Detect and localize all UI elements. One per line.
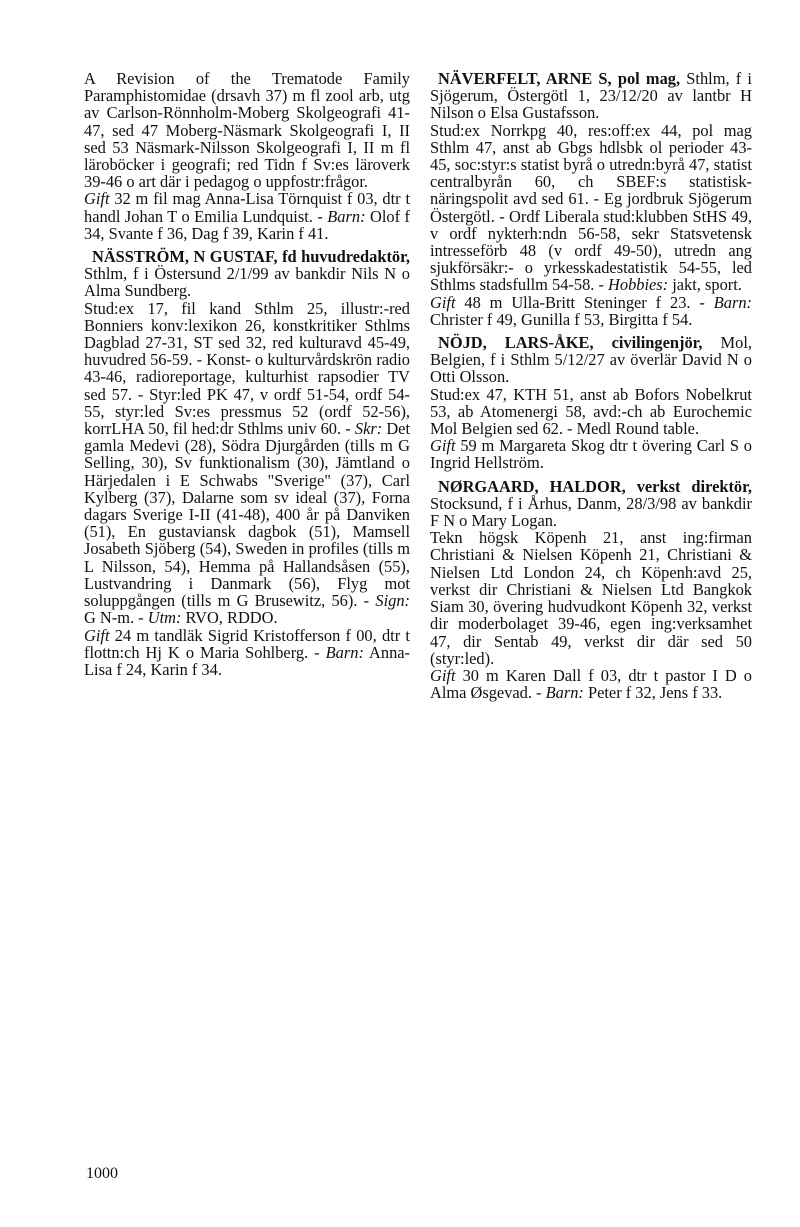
page-number: 1000 (86, 1165, 118, 1182)
barn-text: Christer f 49, Gunilla f 53, Birgitta f 54. (430, 309, 693, 329)
gift-label: Gift (84, 625, 110, 645)
entry-heading (430, 478, 752, 530)
entry-family (430, 667, 752, 701)
skr-label: Skr: (354, 419, 383, 439)
entry-name: NÄSSTRÖM, N GUSTAF, fd huvudredaktör, (92, 247, 410, 267)
gift-text: 30 m Karen Dall f 03, dtr t pastor I D o Alma Øsgevad. - (430, 665, 752, 703)
entry-career: Tekn högsk Köpenh 21, anst ing:firman Christiani & Nielsen Köpenh 21, Christiani & Nielsen Ltd London 24, ch Köpenh:avd 25, verkst dir Christiani & Nielsen Ltd Bangkok Siam 30, övering hudvudkont Köpenh 32, verkst dir moderbolaget 39-46, egen ing:verksamhet 47, dir Sentab 49, verkst dir där sed 50 (styr:led). (430, 528, 752, 668)
career-text: Stud:ex 17, fil kand Sthlm 25, illustr:-red Bonniers konv:lexikon 26, konstkritiker Sthlms Dagblad 27-31, ST sed 32, red kulturavd 45-49, huvudred 56-59. - Konst- o kulturvårdskrön radio 43-46, radioreportage, kulturhist rapsodier TV sed 57. - Styr:led PK 47, v ordf 51-54, ordf 54-55, styr:led Sv:es pressmus 52 (ordf 52-56), korrLHA 50, fil hed:dr Sthlms univ 60. - (84, 298, 410, 439)
entry-family (430, 437, 752, 471)
entry-heading (430, 334, 752, 386)
gift-label: Gift (430, 292, 456, 312)
hobbies-text: jakt, sport. (668, 275, 742, 295)
right-column (430, 70, 752, 707)
barn-label: Barn: (327, 206, 366, 226)
entry-career (84, 300, 410, 627)
continuation-family (84, 190, 410, 242)
entry-naverfelt (430, 70, 752, 328)
gift-text: 32 m fil mag Anna-Lisa Törnquist f 03, dtr t handl Johan T o Emilia Lundquist. - (84, 189, 410, 226)
gift-label: Gift (430, 436, 456, 456)
entry-family (84, 627, 410, 679)
career-text: Stud:ex Norrkpg 40, res:off:ex 44, pol mag Sthlm 47, anst ab Gbgs hdlsbk ol perioder 43-45, soc:styr:s statist byrå o utredn:byrå 47, statist centralbyrån 60, ch SBEF:s statistisk-näringspolit avd sed 61. - Eg jordbruk Sjögerum Östergötl. - Ordf Liberala stud:klubben StHS 49, v ordf nykterh:ndn 56-58, sekr Statsvetensk intresseförb 48 (v ordf 49-50), utredn ang sjukförsäkr:- o yrkesskadestatistik 54-55, led Sthlms stadsfullm 54-58. - (430, 120, 752, 295)
entry-family (430, 294, 752, 328)
barn-label: Barn: (713, 292, 752, 312)
sign-label: Sign: (375, 591, 410, 611)
entry-intro: Sthlm, f i Sjögerum, Östergötl 1, 23/12/20 av lantbr H Nilson o Elsa Gustafsson. (430, 69, 752, 123)
entry-heading (84, 248, 410, 300)
entry-career (430, 122, 752, 294)
gift-label: Gift (84, 189, 110, 209)
sign-text: G N-m. - (84, 608, 148, 628)
gift-label: Gift (430, 665, 456, 685)
entry-name: NØRGAARD, HALDOR, verkst direktör, (438, 476, 752, 496)
entry-career: Stud:ex 47, KTH 51, anst ab Bofors Nobelkrut 53, ab Atomenergi 58, avd:-ch ab Eurochemic Mol Belgien sed 62. - Medl Round table. (430, 384, 752, 439)
gift-text: 48 m Ulla-Britt Steninger f 23. - (455, 292, 714, 312)
skr-text: Det gamla Medevi (28), Södra Djurgården (tills m G Selling, 30), Sv funktionalism (30), Jämtland o Härjedalen i E Schwabs "Sverige" (37), Carl Kylberg (37), Dalarne som sv ideal (37), Forna dagars Sverige I-II (41-48), 400 år på Danviken (51), En gustaviansk dagbok (51), Mamsell Josabeth Sjöberg (54), Sweden in profiles (tills m L Nilsson, 54), Hemma på Hallandsåsen (55), Lustvandring i Danmark (56), Flyg mot soluppgången (tills m G Brusewitz, 56). - (84, 419, 411, 611)
utm-text: RVO, RDDO. (181, 608, 278, 628)
entry-heading (430, 70, 752, 122)
left-column (84, 70, 410, 684)
entry-name: NÖJD, LARS-ÅKE, civilingenjör, (438, 333, 703, 353)
barn-text: Peter f 32, Jens f 33. (583, 683, 723, 703)
entry-nojd (430, 334, 752, 472)
continuation-text: A Revision of the Trematode Family Paramphistomidae (drsavh 37) m fl zool arb, utg av Carlson-Rönnholm-Moberg Skolgeografi 41-47, sed 47 Moberg-Näsmark Skolgeografi I, II sed 53 Näsmark-Nilsson Skolgeografi I, II m fl läroböcker i geografi; red Tidn f Sv:es läroverk 39-46 o art där i pedagog o uppfostr:frågor. (84, 69, 410, 192)
entry-norgaard (430, 478, 752, 702)
utm-label: Utm: (147, 608, 182, 628)
hobbies-label: Hobbies: (608, 275, 669, 295)
entry-name: NÄVERFELT, ARNE S, pol mag, (438, 69, 681, 88)
entry-intro: Sthlm, f i Östersund 2/1/99 av bankdir Nils N o Alma Sundberg. (84, 264, 410, 301)
barn-text: Olof f 34, Svante f 36, Dag f 39, Karin f 41. (84, 206, 410, 243)
barn-label: Barn: (545, 683, 584, 703)
entry-nasstrom (84, 248, 410, 678)
entry-intro: Stocksund, f i Århus, Danm, 28/3/98 av bankdir F N o Mary Logan. (430, 493, 752, 531)
barn-text: Anna-Lisa f 24, Karin f 34. (84, 642, 410, 679)
gift-text: 59 m Margareta Skog dtr t övering Carl S o Ingrid Hellström. (430, 436, 752, 473)
gift-text: 24 m tandläk Sigrid Kristofferson f 00, dtr t flottn:ch Hj K o Maria Sohlberg. - (84, 625, 410, 662)
barn-label: Barn: (325, 642, 364, 662)
entry-continuation (84, 70, 410, 242)
entry-intro: Mol, Belgien, f i Sthlm 5/12/27 av överlär David N o Otti Olsson. (430, 333, 752, 387)
